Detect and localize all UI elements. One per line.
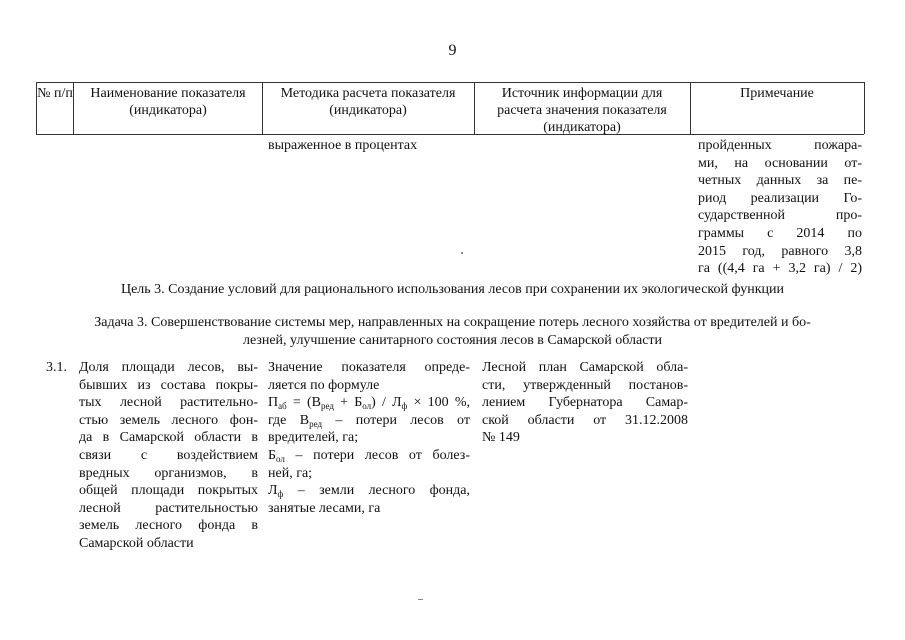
- name-line: общей площади покрытых: [79, 483, 258, 499]
- col-divider-2: [262, 82, 263, 134]
- formula-subscript: ф: [401, 401, 408, 412]
- name-line: Самарской области: [79, 535, 194, 551]
- method-part: – земли лесного фонда,: [283, 483, 470, 499]
- name-line: стью земель лесного фон-: [79, 412, 258, 428]
- method-line: ней, га;: [268, 465, 313, 481]
- name-line: вредных организмов, в: [79, 465, 258, 481]
- source-line: Лесной план Самарской обла-: [482, 360, 688, 375]
- formula-subscript: ол: [362, 401, 372, 412]
- note-line: 2015 год, равного 3,8: [698, 243, 862, 259]
- task-heading-line: лезней, улучшение санитарного состояния лесов в Самарской области: [242, 333, 663, 348]
- name-line: тых лесной растительно-: [79, 395, 258, 411]
- formula-part: = (В: [286, 395, 321, 411]
- header-col-note: Примечание: [740, 86, 814, 101]
- name-line: да в Самарской области в: [79, 430, 258, 446]
- header-col-method: Методика расчета показателя (индикатора): [280, 86, 456, 118]
- table-top-border: [36, 82, 864, 83]
- method-line: [268, 412, 470, 430]
- method-part: где В: [268, 412, 310, 428]
- source-line: сти, утвержденный постанов-: [482, 377, 688, 393]
- method-line: занятые лесами, га: [268, 500, 381, 516]
- name-line: Доля площади лесов, вы-: [79, 360, 258, 375]
- source-line: лением Губернатора Самар-: [482, 395, 688, 411]
- col-divider-4: [690, 82, 691, 134]
- scan-speck: [461, 252, 463, 254]
- calculation-method: [268, 359, 470, 517]
- page-number: 9: [448, 42, 457, 59]
- method-subscript: ред: [309, 418, 323, 429]
- formula-part: ) / Л: [371, 395, 402, 411]
- name-line: земель лесного фонда в: [79, 518, 258, 534]
- row-number: 3.1.: [46, 360, 67, 375]
- method-line: вредителей, га;: [268, 430, 359, 446]
- method-subscript: ф: [277, 489, 284, 500]
- continued-note: [698, 137, 862, 278]
- table-header-bottom-border: [36, 134, 864, 135]
- method-part: – потери лесов от: [322, 412, 470, 428]
- header-col-name: Наименование показателя (индикатора): [90, 86, 246, 118]
- method-part: Б: [268, 447, 277, 463]
- table-right-border: [864, 82, 865, 134]
- name-line: бывших из состава покры-: [79, 377, 258, 393]
- note-line: сударственной про-: [698, 208, 862, 224]
- information-source: [482, 359, 688, 447]
- formula-part: × 100 %,: [407, 395, 471, 411]
- method-formula: [268, 394, 470, 412]
- note-line: пройденных пожара-: [698, 138, 862, 153]
- header-col-source: Источник информации для расчета значения показателя (индикатора): [497, 86, 667, 135]
- method-subscript: ол: [276, 453, 285, 464]
- note-line: га ((4,4 га + 3,2 га) / 2): [698, 261, 862, 277]
- note-line: риод реализации Го-: [698, 190, 862, 206]
- source-line: ской области от 31.12.2008: [482, 412, 688, 428]
- indicator-name: [79, 359, 258, 553]
- formula-subscript: ред: [320, 401, 334, 412]
- method-part: Л: [268, 483, 278, 499]
- name-line: лесной растительностью: [79, 500, 258, 516]
- formula-part: + Б: [333, 395, 363, 411]
- goal-heading: Цель 3. Создание условий для рационального использования лесов при сохранении их экологической функции: [120, 282, 784, 297]
- note-line: ми, на основании от-: [698, 155, 862, 171]
- source-line: № 149: [482, 430, 520, 446]
- continued-methodology: выраженное в процентах: [268, 138, 418, 153]
- formula-part: П: [268, 395, 279, 411]
- method-line: ляется по формуле: [268, 377, 380, 393]
- task-heading-line: Задача 3. Совершенствование системы мер, направленных на сокращение потерь лесного хозяйства от вредителей и бо-: [94, 315, 811, 330]
- header-col-number: № п/п: [37, 86, 73, 101]
- name-line: связи с воздействием: [79, 447, 258, 463]
- method-line: [268, 482, 470, 500]
- method-line: Значение показателя опреде-: [268, 360, 470, 375]
- col-divider-3: [474, 82, 475, 134]
- note-line: граммы с 2014 по: [698, 225, 862, 241]
- scan-speck: [418, 599, 423, 600]
- note-line: четных данных за пе-: [698, 173, 862, 189]
- formula-subscript: аб: [278, 401, 287, 412]
- method-part: – потери лесов от болез-: [284, 447, 470, 463]
- col-divider-1: [73, 82, 74, 134]
- method-line: [268, 447, 470, 465]
